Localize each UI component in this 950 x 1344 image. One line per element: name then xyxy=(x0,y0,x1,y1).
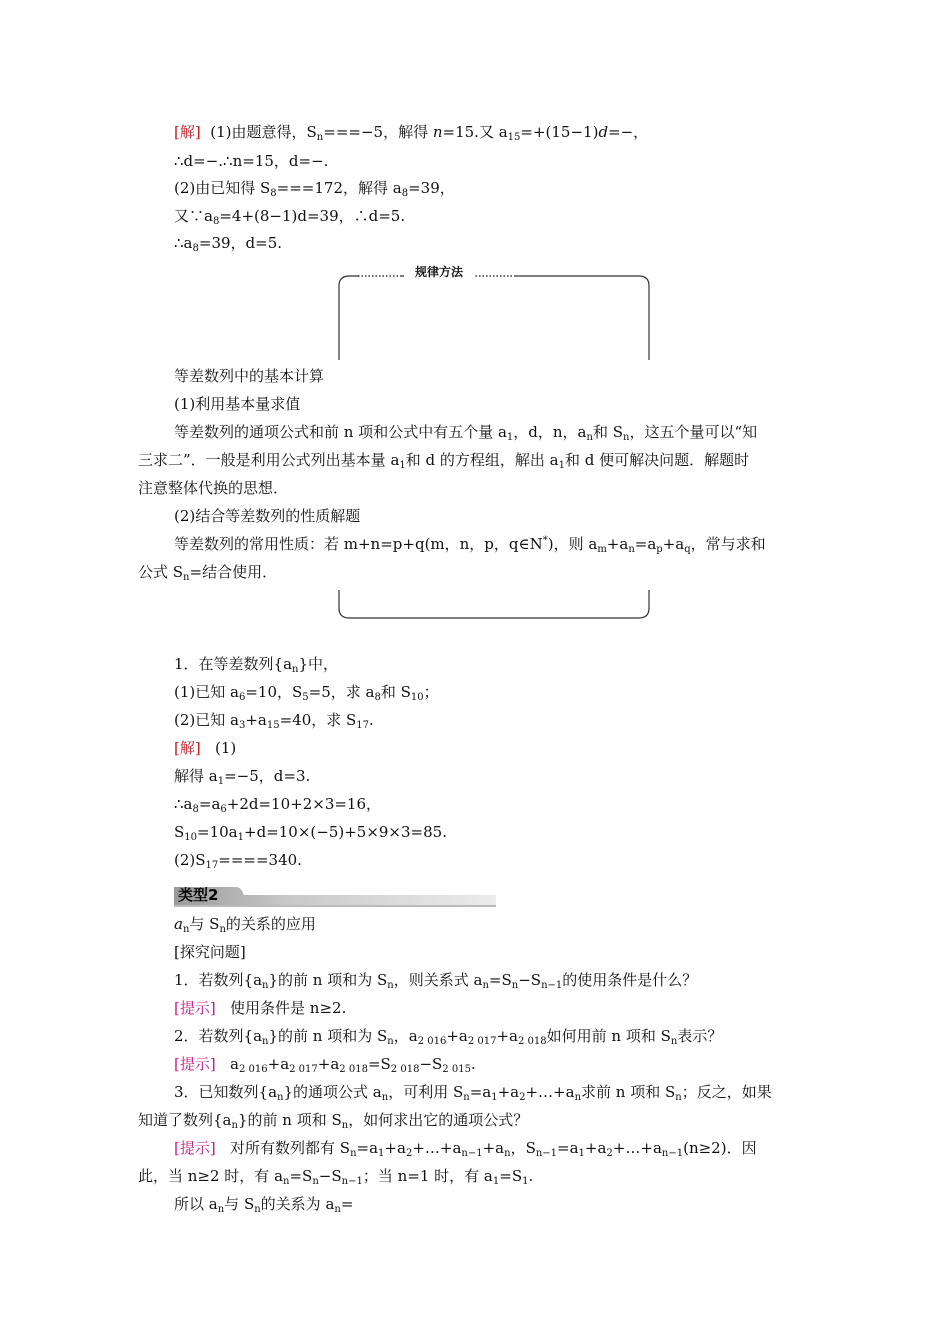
type2-banner xyxy=(174,885,496,907)
hint-tag: [提示] xyxy=(174,999,216,1017)
hint-3: [提示] 对所有数列都有 $S_n=a_1+a_2+\dots+a_{n-1}+a_n$，$S_{n-1}=a_1+a_2+\dots+a_{n-1}(n\ge 2)$．因 xyxy=(174,1139,757,1159)
explore-question-3: 3．已知数列$\{a_n\}$的通项公式 $a_n$，可利用 $S_n=a_1+a_2+\dots+a_n$求前 n 项和 $S_n$；反之，如果 xyxy=(174,1083,772,1103)
exercise-part-2: (2)已知 $a_3+a_{15}=40$，求 $S_{17}$. xyxy=(174,711,374,731)
conclusion-line: 所以 $a_n$与 $S_n$的关系为 $a_n=$ xyxy=(174,1195,354,1215)
solution-line-1: [解] (1)由题意得，$S_n===-5$，解得 n=15.又 $a_{15}=+(15-1)d=-$， xyxy=(174,123,649,143)
explore-question-1: 1．若数列$\{a_n\}$的前 n 项和为 $S_n$，则关系式 $a_n=S_n-S_{n-1}$的使用条件是什么？ xyxy=(174,971,698,991)
hint-tag: [提示] xyxy=(174,1139,216,1157)
method-para-1-cont: 三求二”．一般是利用公式列出基本量 $a_1$和 d 的方程组，解出 $a_1$和 d 便可解决问题．解题时 xyxy=(138,451,750,471)
exercise-solution-1: 解得 $a_1=-5$，d=3. xyxy=(174,767,311,787)
hint-1: [提示] 使用条件是 n≥2. xyxy=(174,999,347,1017)
explore-heading: [探究问题] xyxy=(174,943,246,961)
explore-question-3-cont: 知道了数列$\{a_n\}$的前 n 项和 $S_n$，如何求出它的通项公式？ xyxy=(138,1111,529,1131)
hint-2: [提示] $a_{2 016}+a_{2 017}+a_{2 018}=S_{2 018}-S_{2 015}$. xyxy=(174,1055,476,1075)
exercise-question: 1．在等差数列$\{a_n\}$中， xyxy=(174,655,339,675)
explore-question-2: 2．若数列$\{a_n\}$的前 n 项和为 $S_n$，$a_{2 016}+a_{2 017}+a_{2 018}$如何用前 n 项和 $S_n$表示？ xyxy=(174,1027,723,1047)
solution-line-5: $\therefore a_8=39$，d=5. xyxy=(174,234,283,254)
solution-line-3: (2)由已知得 $S_8===172$，解得 $a_8=39$， xyxy=(174,179,455,199)
method-point-2: (2)结合等差数列的性质解题 xyxy=(174,507,361,525)
exercise-part-1: (1)已知 $a_6=10$，$S_5=5$，求 $a_8$和 $S_{10}$； xyxy=(174,683,439,703)
type2-banner-label: 类型2 xyxy=(178,886,219,904)
method-para-2-cont: 公式 $S_n=$结合使用． xyxy=(138,563,278,583)
method-para-1-end: 注意整体代换的思想． xyxy=(138,479,289,497)
exercise-solution-2: $\therefore a_8=a_6+2d=10+2\times 3=16$， xyxy=(174,795,382,815)
method-frame-top xyxy=(338,272,650,360)
hint-tag: [提示] xyxy=(174,1055,216,1073)
solution-line-2: ∴d=−.∴n=15，d=−. xyxy=(174,152,329,170)
method-point-1: (1)利用基本量求值 xyxy=(174,395,301,413)
exercise-solution-3: $S_{10}=10a_1+d=10\times(-5)+5\times 9\times 3=85$. xyxy=(174,823,447,843)
type2-title: $a_n$与 $S_n$的关系的应用 xyxy=(174,915,316,935)
solution-tag: [解] xyxy=(174,123,201,141)
exercise-solution-4: $(2)S_{17}====340$. xyxy=(174,851,302,871)
method-para-1: 等差数列的通项公式和前 n 项和公式中有五个量 $a_1$，d，n，$a_n$和 $S_n$，这五个量可以“知 xyxy=(174,423,758,443)
method-frame-label: 规律方法 xyxy=(404,264,474,280)
method-para-2: 等差数列的常用性质：若 m+n=p+q(m，n，p，q∈N*)，则 $a_m+a_n=a_p+a_q$，常与求和 xyxy=(174,535,766,555)
solution-line-4: 又$\because a_8=4+(8-1)d=39$，∴d=5. xyxy=(174,207,406,227)
solution-tag: [解] xyxy=(174,739,201,757)
exercise-solution-head: [解] (1) xyxy=(174,739,237,757)
hint-3-cont: 此，当 n≥2 时，有 $a_n=S_n-S_{n-1}$；当 n=1 时，有 $a_1=S_1$. xyxy=(138,1167,534,1187)
method-frame-bottom xyxy=(338,590,650,620)
method-title: 等差数列中的基本计算 xyxy=(174,367,325,385)
